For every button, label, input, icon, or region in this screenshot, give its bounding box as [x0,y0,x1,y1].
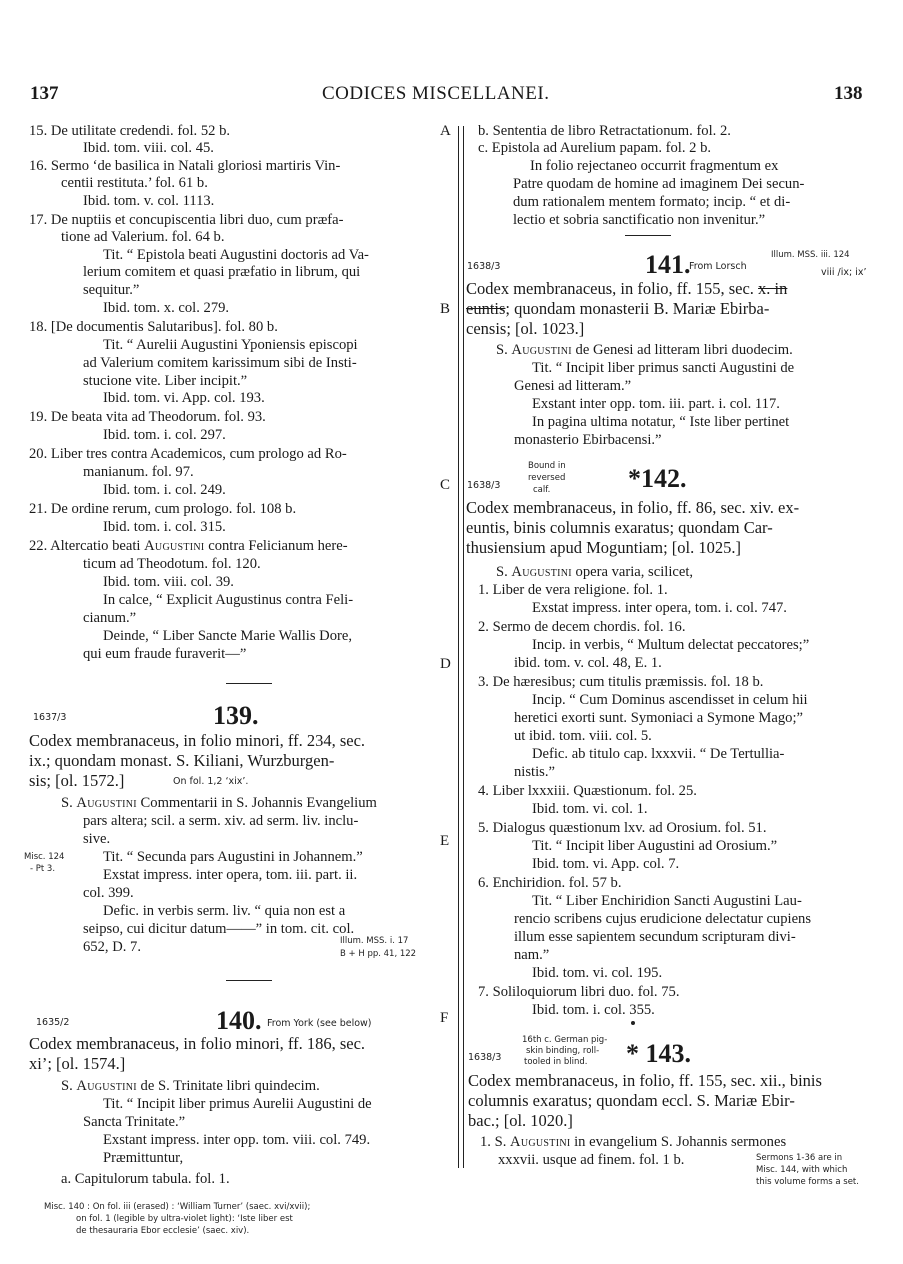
codex-139-content-2: pars altera; scil. a serm. xiv. ad serm. liv. inclu- [83,813,359,829]
running-title: CODICES MISCELLANEI. [322,83,550,104]
handnote-illum-124: Illum. MSS. iii. 124 [771,250,850,260]
codex-140-desc-2: xi’; [ol. 1574.] [29,1054,126,1073]
codex-141-desc-3: censis; [ol. 1023.] [466,319,585,338]
entry-17-tit: Tit. “ Epistola beati Augustini doctoris ad Va- [103,247,369,263]
codex-140-tit: Tit. “ Incipit liber primus Aurelii Augustini de [103,1096,372,1112]
entry-18-tit: Tit. “ Aurelii Augustini Yponiensis episcopi [103,337,358,353]
entry-17: 17. De nuptiis et concupiscentia libri duo, cum præfa- [29,212,344,228]
margin-letter-b: B [440,301,451,317]
margin-letter-a: A [440,123,451,139]
section-rule [226,683,272,684]
entry-22-deinde: Deinde, “ Liber Sancte Marie Wallis Dore, [103,628,352,644]
dot-mark [631,1021,635,1025]
codex-142-item-7-ref: Ibid. tom. i. col. 355. [532,1002,655,1018]
item-c-note-4: lectio et sobria sanctificatio non invenitur.” [513,212,766,228]
item-c-note-3: dum rationalem mentem formato; incip. “ et di- [513,194,791,210]
entry-22-cont: ticum ad Theodotum. fol. 120. [83,556,261,572]
codex-142-item-1-ref: Exstat impress. inter opera, tom. i. col. 747. [532,600,787,616]
entry-17-ref: Ibid. tom. x. col. 279. [103,300,230,316]
codex-142-item-6-ref: Ibid. tom. vi. col. 195. [532,965,663,981]
handnote-139-misc: Misc. 124 [24,852,65,862]
codex-142-item-3-incip: Incip. “ Cum Dominus ascendisset in celum hii [532,692,808,708]
codex-number-140: 140. [216,1006,262,1035]
codex-140-tit-2: Sancta Trinitate.” [83,1114,186,1130]
codex-142-item-5: 5. Dialogus quæstionum lxv. ad Orosium. fol. 51. [478,820,767,836]
handnote-143-german: 16th c. German pig- [522,1035,608,1045]
codex-140-praemitt: Præmittuntur, [103,1150,184,1166]
entry-16-ref: Ibid. tom. v. col. 1113. [83,193,215,209]
shelfmark-141: 1638/3 [467,261,501,272]
entry-17-tit-3: sequitur.” [83,282,140,298]
codex-140-item-a: a. Capitulorum tabula. fol. 1. [61,1171,230,1187]
codex-142-item-6-tit-3: illum esse sapientem secundum scripturam divi- [514,929,796,945]
entry-21-ref: Ibid. tom. i. col. 315. [103,519,226,535]
entry-22: 22. Altercatio beati Augustini contra Felicianum here- [29,538,348,554]
codex-143-desc-2: columnis exaratus; quondam eccl. S. Mariæ Ebir- [468,1091,795,1110]
codex-142-item-6-tit-4: nam.” [514,947,550,963]
handnote-143-set: this volume forms a set. [756,1177,859,1187]
codex-141-tit: Tit. “ Incipit liber primus sancti Augustini de [532,360,795,376]
codex-142-item-5-tit: Tit. “ Incipit liber Augustini ad Orosium.” [532,838,778,854]
codex-143-desc: Codex membranaceus, in folio, ff. 155, sec. xii., binis [468,1071,822,1090]
codex-141-notatur: In pagina ultima notatur, “ Iste liber pertinet [532,414,790,430]
codex-143-item-1-cont: xxxvii. usque ad finem. fol. 1 b. [498,1152,685,1168]
codex-139-tit: Tit. “ Secunda pars Augustini in Johannem.” [103,849,363,865]
margin-letter-c: C [440,477,451,493]
codex-142-item-4: 4. Liber lxxxiii. Quæstionum. fol. 25. [478,783,697,799]
codex-142-item-3-ref: ut ibid. tom. viii. col. 5. [514,728,652,744]
codex-141-desc: Codex membranaceus, in folio, ff. 155, sec. x. in [466,279,788,298]
codex-139-defic-2: seipso, cui dicitur datum——” in tom. cit. col. [83,921,355,937]
item-c-note-2: Patre quodam de homine ad imaginem Dei secun- [513,176,805,192]
codex-139-content-3: sive. [83,831,111,847]
codex-139-defic-3: 652, D. 7. [83,939,141,955]
codex-141-notatur-2: monasterio Ebirbacensi.” [514,432,662,448]
codex-142-item-3-defic: Defic. ab titulo cap. lxxxvii. “ De Tertullia- [532,746,785,762]
codex-139-exstat: Exstat impress. inter opera, tom. iii. part. ii. [103,867,358,883]
codex-number-141: 141. [645,250,691,279]
entry-22-deinde-2: qui eum fraude furaverit—” [83,646,247,662]
entry-19-ref: Ibid. tom. i. col. 297. [103,427,226,443]
codex-141-desc-2: euntis; quondam monasterii B. Mariæ Ebirba- [466,299,770,318]
handnote-141-lorsch: From Lorsch [689,261,747,272]
column-divider-right [463,126,464,1168]
codex-142-content: S. Augustini opera varia, scilicet, [496,564,694,580]
page-number-left: 137 [30,83,59,104]
entry-19: 19. De beata vita ad Theodorum. fol. 93. [29,409,266,425]
entry-17-cont: tione ad Valerium. fol. 64 b. [61,229,225,245]
entry-22-calce: In calce, “ Explicit Augustinus contra Feli- [103,592,354,608]
entry-22-ref: Ibid. tom. viii. col. 39. [103,574,234,590]
handnote-142-bound: Bound in [528,461,566,471]
codex-142-desc-3: thusiensium apud Moguntiam; [ol. 1025.] [466,538,741,557]
codex-142-item-2-incip: Incip. in verbis, “ Multum delectat peccatores;” [532,637,810,653]
codex-140-content: S. Augustini de S. Trinitate libri quindecim. [61,1078,320,1094]
codex-142-item-3: 3. De hæresibus; cum titulis præmissis. fol. 18 b. [478,674,764,690]
codex-140-desc: Codex membranaceus, in folio minori, ff. 186, sec. [29,1034,366,1053]
handnote-139-illum: Illum. MSS. i. 17 [340,936,409,946]
codex-142-item-3-incip-2: heretici exorti sunt. Symoniaci a Symone Mago;” [514,710,803,726]
codex-139-exstat-2: col. 399. [83,885,134,901]
entry-18-tit-2: ad Valerium comitem karissimum sibi de Insti- [83,355,357,371]
entry-20: 20. Liber tres contra Academicos, cum prologo ad Ro- [29,446,347,462]
item-c: c. Epistola ad Aurelium papam. fol. 2 b. [478,140,712,156]
codex-142-item-5-ref: Ibid. tom. vi. App. col. 7. [532,856,680,872]
handnote-140-york: From York (see below) [267,1018,372,1029]
codex-140-exstant: Exstant impress. inter opp. tom. viii. col. 749. [103,1132,371,1148]
column-divider-left [458,126,459,1168]
margin-letter-f: F [440,1010,449,1026]
codex-139-content: S. Augustini Commentarii in S. Johannis Evangelium [61,795,377,811]
entry-18-ref: Ibid. tom. vi. App. col. 193. [103,390,265,406]
codex-142-item-3-defic-2: nistis.” [514,764,555,780]
codex-142-item-6-tit: Tit. “ Liber Enchiridion Sancti Augustini Lau- [532,893,802,909]
item-c-note: In folio rejectaneo occurrit fragmentum ex [530,158,779,174]
codex-142-item-7: 7. Soliloquiorum libri duo. fol. 75. [478,984,680,1000]
handnote-141-date: viii /ix; ix’ [821,267,867,278]
codex-139-desc-3: sis; [ol. 1572.] [29,771,125,790]
shelfmark-142: 1638/3 [467,480,501,491]
section-rule [226,980,272,981]
footnote-140-line2: on fol. 1 (legible by ultra-violet light): ‘Iste liber est [76,1214,293,1224]
entry-20-ref: Ibid. tom. i. col. 249. [103,482,226,498]
entry-21: 21. De ordine rerum, cum prologo. fol. 108 b. [29,501,297,517]
codex-143-item-1: 1. S. Augustini in evangelium S. Johannis sermones [480,1134,787,1150]
margin-letter-e: E [440,833,450,849]
codex-139-desc: Codex membranaceus, in folio minori, ff. 234, sec. [29,731,366,750]
item-b: b. Sententia de libro Retractationum. fol. 2. [478,123,731,139]
handnote-139-fol: On fol. 1,2 ‘xix’. [173,776,249,787]
handnote-139-bh: B + H pp. 41, 122 [340,949,417,959]
entry-16: 16. Sermo ‘de basilica in Natali gloriosi martiris Vin- [29,158,341,174]
handnote-143-tooled: tooled in blind. [524,1057,588,1067]
handnote-143-pigskin: skin binding, roll- [526,1046,600,1056]
entry-22-calce-2: cianum.” [83,610,137,626]
entry-18: 18. [De documentis Salutaribus]. fol. 80 b. [29,319,278,335]
footnote-140-line3: de thesauraria Ebor ecclesie’ (saec. xiv). [76,1226,250,1236]
codex-139-defic: Defic. in verbis serm. liv. “ quia non est a [103,903,346,919]
codex-142-desc: Codex membranaceus, in folio, ff. 86, sec. xiv. ex- [466,498,800,517]
codex-142-desc-2: euntis, binis columnis exaratus; quondam Car- [466,518,773,537]
handnote-143-sermons: Sermons 1-36 are in [756,1153,843,1163]
handnote-139-pt: - Pt 3. [30,864,56,874]
shelfmark-139: 1637/3 [33,712,67,723]
entry-16-cont: centii restituta.’ fol. 61 b. [61,175,208,191]
codex-142-item-4-ref: Ibid. tom. vi. col. 1. [532,801,648,817]
margin-letter-d: D [440,656,451,672]
footnote-140-line1: Misc. 140 : On fol. iii (erased) : ‘William Turner’ (saec. xvi/xvii); [44,1202,311,1212]
codex-141-tit-2: Genesi ad litteram.” [514,378,632,394]
codex-141-exstant: Exstant inter opp. tom. iii. part. i. col. 117. [532,396,780,412]
codex-139-desc-2: ix.; quondam monast. S. Kiliani, Wurzburgen- [29,751,335,770]
handnote-143-misc144: Misc. 144, with which [756,1165,848,1175]
shelfmark-143: 1638/3 [468,1052,502,1063]
codex-number-142: *142. [628,464,687,493]
handnote-142-calf: calf. [533,485,551,495]
codex-142-item-2-ref: ibid. tom. v. col. 48, E. 1. [514,655,662,671]
page-number-right: 138 [834,83,863,104]
codex-142-item-2: 2. Sermo de decem chordis. fol. 16. [478,619,686,635]
codex-142-item-6-tit-2: rencio scribens cujus erudicione delectatur cupiens [514,911,812,927]
entry-17-tit-2: lerium comitem et quasi præfatio in librum, qui [83,264,361,280]
entry-18-tit-3: stucione vite. Liber incipit.” [83,373,248,389]
shelfmark-140: 1635/2 [36,1017,70,1028]
section-rule [625,235,671,236]
codex-number-143: * 143. [626,1039,691,1068]
codex-141-content: S. Augustini de Genesi ad litteram libri duodecim. [496,342,793,358]
entry-15: 15. De utilitate credendi. fol. 52 b. [29,123,231,139]
entry-20-cont: manianum. fol. 97. [83,464,194,480]
codex-142-item-6: 6. Enchiridion. fol. 57 b. [478,875,622,891]
handnote-142-reversed: reversed [528,473,566,483]
codex-number-139: 139. [213,701,259,730]
entry-15-ref: Ibid. tom. viii. col. 45. [83,140,214,156]
codex-142-item-1: 1. Liber de vera religione. fol. 1. [478,582,668,598]
codex-143-desc-3: bac.; [ol. 1020.] [468,1111,573,1130]
